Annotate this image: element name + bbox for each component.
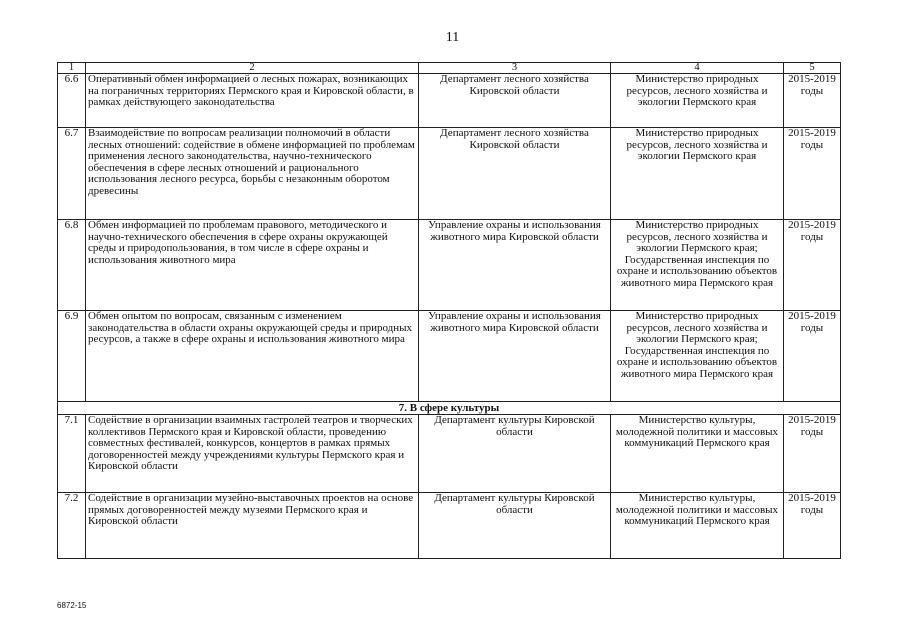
- measure-text: Обмен опытом по вопросам, связанным с изменением законодательства в области охраны окружающей среды и природных ресурсов, а также в сфере охраны и использования животного мира: [86, 311, 419, 402]
- perm-executor: Министерство культуры, молодежной политики и массовых коммуникаций Пермского края: [611, 493, 784, 559]
- row-number: 6.6: [58, 74, 86, 128]
- kirov-executor: Департамент лесного хозяйства Кировской области: [419, 74, 611, 128]
- perm-executor: Министерство природных ресурсов, лесного хозяйства и экологии Пермского края: [611, 74, 784, 128]
- row-number: 7.1: [58, 415, 86, 493]
- perm-executor: Министерство природных ресурсов, лесного хозяйства и экологии Пермского края; Государственная инспекция по охране и использованию объектов животного мира Пермского края: [611, 311, 784, 402]
- column-header-3: 3: [419, 63, 611, 74]
- table-row: [58, 493, 841, 559]
- page-number: 11: [445, 30, 460, 45]
- period: 2015-2019 годы: [784, 493, 841, 559]
- table-row: [58, 220, 841, 311]
- measure-text: Обмен информацией по проблемам правового, методического и научно-технического обеспечения в сфере охраны окружающей среды и природопользования, в том числе в сфере охраны и использования животного мира: [86, 220, 419, 311]
- column-header-1: 1: [58, 63, 86, 74]
- measure-text: Содействие в организации взаимных гастролей театров и творческих коллективов Пермского края и Кировской области, проведению совместных фестивалей, конкурсов, концертов в рамках прямых договоренностей между учреждениями культуры Пермского края и Кировской области: [86, 415, 419, 493]
- table-row: [58, 74, 841, 128]
- period: 2015-2019 годы: [784, 128, 841, 220]
- perm-executor: Министерство природных ресурсов, лесного хозяйства и экологии Пермского края; Государственная инспекция по охране и использованию объектов животного мира Пермского края: [611, 220, 784, 311]
- column-header-2: 2: [86, 63, 419, 74]
- row-number: 6.8: [58, 220, 86, 311]
- section-header-row: [58, 402, 841, 415]
- measure-text: Взаимодействие по вопросам реализации полномочий в области лесных отношений: содействие в обмене информацией по проблемам применения лесного законодательства, научно-технического обеспечения в сфере лесных отношений и рационального использования лесного ресурса, борьбы с незаконным оборотом древесины: [86, 128, 419, 220]
- kirov-executor: Управление охраны и использования животного мира Кировской области: [419, 311, 611, 402]
- period: 2015-2019 годы: [784, 74, 841, 128]
- period: 2015-2019 годы: [784, 415, 841, 493]
- row-number: 6.9: [58, 311, 86, 402]
- table-row: [58, 415, 841, 493]
- period: 2015-2019 годы: [784, 220, 841, 311]
- column-header-4: 4: [611, 63, 784, 74]
- kirov-executor: Управление охраны и использования животного мира Кировской области: [419, 220, 611, 311]
- measure-text: Оперативный обмен информацией о лесных пожарах, возникающих на пограничных территориях Пермского края и Кировской области, в рамках действующего законодательства: [86, 74, 419, 128]
- perm-executor: Министерство культуры, молодежной политики и массовых коммуникаций Пермского края: [611, 415, 784, 493]
- kirov-executor: Департамент культуры Кировской области: [419, 493, 611, 559]
- column-header-row: [58, 63, 841, 74]
- section-title: 7. В сфере культуры: [58, 402, 841, 415]
- row-number: 6.7: [58, 128, 86, 220]
- perm-executor: Министерство природных ресурсов, лесного хозяйства и экологии Пермского края: [611, 128, 784, 220]
- period: 2015-2019 годы: [784, 311, 841, 402]
- kirov-executor: Департамент лесного хозяйства Кировской области: [419, 128, 611, 220]
- measure-text: Содействие в организации музейно-выставочных проектов на основе прямых договоренностей между музеями Пермского края и Кировской области: [86, 493, 419, 559]
- table-row: [58, 128, 841, 220]
- row-number: 7.2: [58, 493, 86, 559]
- column-header-5: 5: [784, 63, 841, 74]
- table-row: [58, 311, 841, 402]
- measures-table: [57, 62, 841, 559]
- kirov-executor: Департамент культуры Кировской области: [419, 415, 611, 493]
- document-code: 6872-15: [57, 601, 87, 610]
